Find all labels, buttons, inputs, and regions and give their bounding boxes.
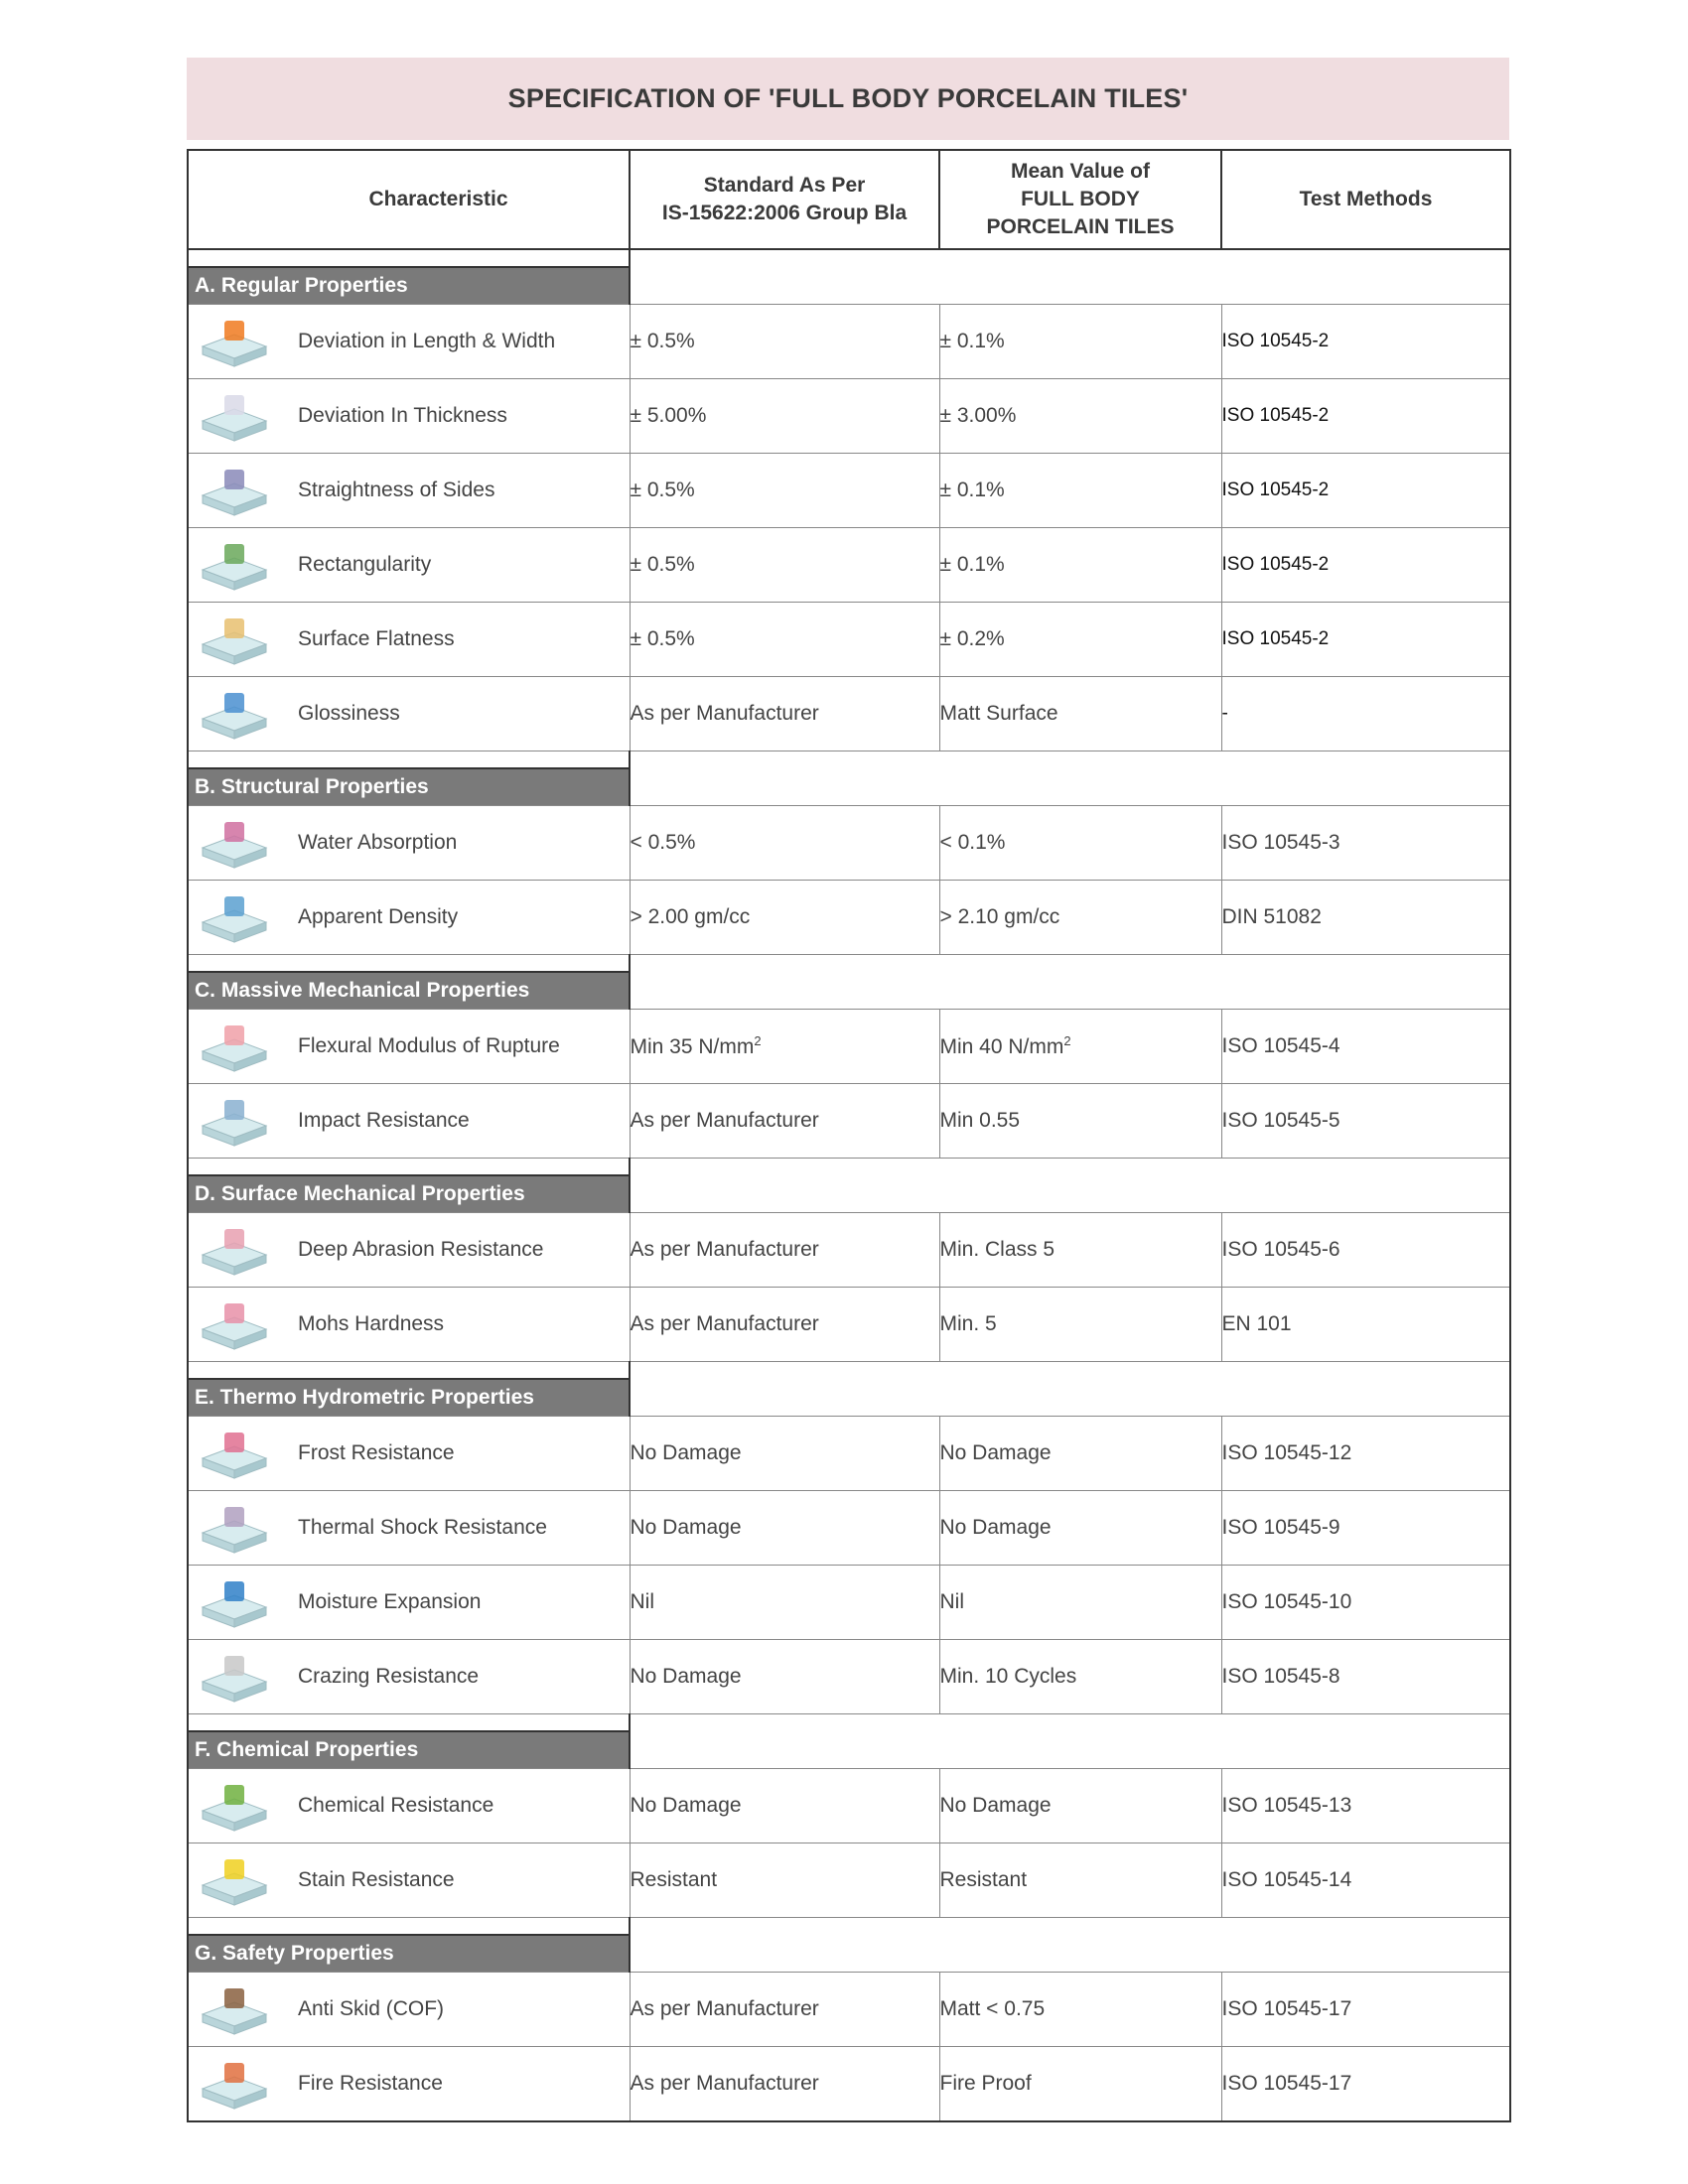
mean-value: No Damage	[939, 1794, 1052, 1817]
standard-value: As per Manufacturer	[630, 2072, 819, 2095]
section-row	[188, 1159, 1510, 1213]
characteristic-cell	[188, 1973, 630, 2047]
standard-cell	[630, 1843, 939, 1918]
tile-anti-skid-shoe-icon	[199, 1980, 270, 2038]
characteristic-cell	[188, 603, 630, 677]
mean-cell	[939, 1213, 1221, 1288]
characteristic-cell	[188, 1084, 630, 1159]
method-cell	[1221, 2047, 1510, 2122]
method-cell	[1221, 1084, 1510, 1159]
table-row	[188, 1640, 1510, 1714]
characteristic-cell	[188, 677, 630, 751]
header-characteristic: Characteristic	[188, 150, 630, 249]
section-label: D. Surface Mechanical Properties	[189, 1174, 631, 1212]
header-mean-value	[939, 150, 1221, 249]
tile-water-absorption-icon	[199, 814, 270, 872]
mean-value: ± 0.2%	[939, 627, 1005, 650]
mean-value: No Damage	[939, 1516, 1052, 1539]
tile-rectangularity-icon	[199, 536, 270, 594]
mean-cell	[939, 1769, 1221, 1843]
standard-value: As per Manufacturer	[630, 1238, 819, 1261]
test-method: ISO 10545-17	[1221, 1997, 1352, 2020]
standard-cell	[630, 881, 939, 955]
superscript: 2	[1063, 1033, 1071, 1048]
standard-value: < 0.5%	[630, 831, 696, 854]
characteristic-name: Deviation in Length & Width	[298, 330, 556, 352]
mean-cell	[939, 454, 1221, 528]
table-row	[188, 881, 1510, 955]
test-method: DIN 51082	[1221, 905, 1322, 928]
standard-cell	[630, 1973, 939, 2047]
mean-cell	[939, 1288, 1221, 1362]
characteristic-name: Mohs Hardness	[298, 1312, 445, 1335]
mean-value: Min. 10 Cycles	[939, 1665, 1077, 1688]
tile-moisture-icon	[199, 1573, 270, 1631]
mean-cell	[939, 677, 1221, 751]
standard-value: Nil	[630, 1590, 654, 1613]
table-row	[188, 603, 1510, 677]
standard-cell	[630, 305, 939, 379]
table-row	[188, 2047, 1510, 2122]
method-cell	[1221, 603, 1510, 677]
characteristic-name: Anti Skid (COF)	[298, 1997, 445, 2020]
standard-value: ± 0.5%	[630, 627, 695, 650]
characteristic-cell	[188, 1769, 630, 1843]
mean-cell	[939, 528, 1221, 603]
mean-value: ± 0.1%	[939, 330, 1005, 352]
standard-value: No Damage	[630, 1441, 742, 1464]
test-method: -	[1221, 703, 1228, 724]
mean-value: Matt < 0.75	[939, 1997, 1046, 2020]
characteristic-cell	[188, 1288, 630, 1362]
characteristic-name: Flexural Modulus of Rupture	[298, 1034, 560, 1057]
table-row	[188, 1566, 1510, 1640]
standard-cell	[630, 2047, 939, 2122]
section-row	[188, 1918, 1510, 1973]
section-label: G. Safety Properties	[189, 1934, 631, 1972]
standard-cell	[630, 1084, 939, 1159]
mean-value: < 0.1%	[939, 831, 1006, 854]
table-row	[188, 1213, 1510, 1288]
characteristic-name: Impact Resistance	[298, 1109, 470, 1132]
test-method: ISO 10545-10	[1221, 1590, 1352, 1613]
tile-straight-sides-icon	[199, 462, 270, 519]
test-method: ISO 10545-8	[1221, 1665, 1340, 1688]
tile-stain-icon	[199, 1851, 270, 1909]
table-row	[188, 1010, 1510, 1084]
section-row	[188, 955, 1510, 1010]
tile-impact-icon	[199, 1092, 270, 1150]
table-row	[188, 677, 1510, 751]
standard-cell	[630, 1213, 939, 1288]
mean-cell	[939, 1566, 1221, 1640]
standard-value: ± 0.5%	[630, 478, 695, 501]
tile-thickness-icon	[199, 387, 270, 445]
characteristic-cell	[188, 881, 630, 955]
characteristic-cell	[188, 379, 630, 454]
standard-value: No Damage	[630, 1516, 742, 1539]
header-mean-line3: PORCELAIN TILES	[986, 215, 1175, 238]
table-row	[188, 1843, 1510, 1918]
characteristic-cell	[188, 1010, 630, 1084]
characteristic-name: Glossiness	[298, 702, 400, 725]
header-standard	[630, 150, 939, 249]
characteristic-cell	[188, 2047, 630, 2122]
method-cell	[1221, 1843, 1510, 1918]
section-label: F. Chemical Properties	[189, 1730, 631, 1768]
test-method: ISO 10545-9	[1221, 1516, 1340, 1539]
method-cell	[1221, 528, 1510, 603]
table-row	[188, 1973, 1510, 2047]
method-cell	[1221, 1213, 1510, 1288]
mean-value: ± 0.1%	[939, 553, 1005, 576]
mean-value: > 2.10 gm/cc	[939, 905, 1060, 928]
tile-mohs-icon	[199, 1296, 270, 1353]
test-method: ISO 10545-3	[1221, 831, 1340, 854]
tile-frost-icon	[199, 1425, 270, 1482]
tile-orange-square-icon	[199, 313, 270, 370]
method-cell	[1221, 1010, 1510, 1084]
mean-value: Fire Proof	[939, 2072, 1032, 2095]
title-banner	[187, 58, 1509, 140]
method-cell	[1221, 1566, 1510, 1640]
characteristic-cell	[188, 1566, 630, 1640]
header-mean-line1: Mean Value of	[1010, 160, 1151, 183]
test-method: ISO 10545-14	[1221, 1868, 1352, 1891]
method-cell	[1221, 454, 1510, 528]
header-test-methods: Test Methods	[1221, 150, 1510, 249]
mean-value: Min. 5	[939, 1312, 997, 1335]
method-cell	[1221, 1417, 1510, 1491]
standard-value: As per Manufacturer	[630, 702, 819, 725]
superscript: 2	[754, 1033, 762, 1048]
section-label: B. Structural Properties	[189, 767, 631, 805]
table-row	[188, 1417, 1510, 1491]
standard-cell	[630, 454, 939, 528]
table-row	[188, 454, 1510, 528]
standard-cell	[630, 1491, 939, 1566]
standard-value: As per Manufacturer	[630, 1109, 819, 1132]
header-standard-line1: Standard As Per	[703, 174, 866, 197]
standard-value: ± 0.5%	[630, 330, 695, 352]
page-title: SPECIFICATION OF 'FULL BODY PORCELAIN TILES'	[507, 83, 1189, 113]
method-cell	[1221, 677, 1510, 751]
mean-cell	[939, 806, 1221, 881]
mean-value: No Damage	[939, 1441, 1052, 1464]
standard-value: As per Manufacturer	[630, 1312, 819, 1335]
standard-value: Min 35 N/mm	[630, 1035, 755, 1058]
characteristic-cell	[188, 1417, 630, 1491]
table-row	[188, 528, 1510, 603]
characteristic-name: Thermal Shock Resistance	[298, 1516, 547, 1539]
test-method: ISO 10545-2	[1221, 628, 1330, 649]
characteristic-cell	[188, 1843, 630, 1918]
test-method: ISO 10545-2	[1221, 331, 1330, 351]
mean-value: Min 40 N/mm	[939, 1035, 1064, 1058]
mean-cell	[939, 379, 1221, 454]
table-header-row	[188, 150, 1510, 249]
standard-value: No Damage	[630, 1665, 742, 1688]
characteristic-cell	[188, 1213, 630, 1288]
tile-star-gloss-icon	[199, 685, 270, 743]
tile-chemical-flask-icon	[199, 1777, 270, 1835]
characteristic-name: Straightness of Sides	[298, 478, 495, 501]
tile-fire-icon	[199, 2055, 270, 2113]
method-cell	[1221, 1640, 1510, 1714]
mean-cell	[939, 1010, 1221, 1084]
standard-cell	[630, 677, 939, 751]
test-method: ISO 10545-2	[1221, 479, 1330, 500]
characteristic-name: Deep Abrasion Resistance	[298, 1238, 544, 1261]
characteristic-name: Moisture Expansion	[298, 1590, 482, 1613]
test-method: ISO 10545-2	[1221, 405, 1330, 426]
section-label: C. Massive Mechanical Properties	[189, 971, 631, 1009]
mean-cell	[939, 603, 1221, 677]
method-cell	[1221, 806, 1510, 881]
characteristic-cell	[188, 454, 630, 528]
standard-value: ± 0.5%	[630, 553, 695, 576]
test-method: ISO 10545-12	[1221, 1441, 1352, 1464]
standard-cell	[630, 1288, 939, 1362]
characteristic-cell	[188, 806, 630, 881]
test-method: ISO 10545-17	[1221, 2072, 1352, 2095]
mean-cell	[939, 1973, 1221, 2047]
mean-cell	[939, 1843, 1221, 1918]
section-label: A. Regular Properties	[189, 266, 631, 304]
method-cell	[1221, 1491, 1510, 1566]
characteristic-cell	[188, 305, 630, 379]
characteristic-name: Deviation In Thickness	[298, 404, 507, 427]
mean-cell	[939, 1084, 1221, 1159]
characteristic-name: Crazing Resistance	[298, 1665, 480, 1688]
header-standard-line2: IS-15622:2006 Group Bla	[661, 202, 908, 224]
standard-cell	[630, 379, 939, 454]
section-row	[188, 1714, 1510, 1769]
test-method: EN 101	[1221, 1312, 1292, 1335]
characteristic-name: Apparent Density	[298, 905, 459, 928]
characteristic-cell	[188, 528, 630, 603]
table-row	[188, 1084, 1510, 1159]
mean-cell	[939, 881, 1221, 955]
standard-cell	[630, 806, 939, 881]
tile-flatness-icon	[199, 611, 270, 668]
characteristic-cell	[188, 1491, 630, 1566]
method-cell	[1221, 1288, 1510, 1362]
standard-cell	[630, 1417, 939, 1491]
standard-value: Resistant	[630, 1868, 718, 1891]
method-cell	[1221, 1769, 1510, 1843]
tile-abrasion-icon	[199, 1221, 270, 1279]
characteristic-cell	[188, 1640, 630, 1714]
characteristic-name: Rectangularity	[298, 553, 432, 576]
standard-cell	[630, 603, 939, 677]
mean-cell	[939, 1491, 1221, 1566]
standard-value: As per Manufacturer	[630, 1997, 819, 2020]
tile-density-icon	[199, 888, 270, 946]
mean-cell	[939, 2047, 1221, 2122]
characteristic-name: Surface Flatness	[298, 627, 455, 650]
mean-value: ± 0.1%	[939, 478, 1005, 501]
section-row	[188, 751, 1510, 806]
test-method: ISO 10545-6	[1221, 1238, 1340, 1261]
section-row	[188, 249, 1510, 305]
mean-value: Matt Surface	[939, 702, 1058, 725]
standard-value: No Damage	[630, 1794, 742, 1817]
table-row	[188, 1491, 1510, 1566]
standard-cell	[630, 1769, 939, 1843]
characteristic-name: Chemical Resistance	[298, 1794, 494, 1817]
mean-value: Min 0.55	[939, 1109, 1021, 1132]
standard-cell	[630, 1566, 939, 1640]
standard-cell	[630, 1640, 939, 1714]
mean-value: Resistant	[939, 1868, 1028, 1891]
test-method: ISO 10545-5	[1221, 1109, 1340, 1132]
standard-cell	[630, 528, 939, 603]
method-cell	[1221, 881, 1510, 955]
test-method: ISO 10545-2	[1221, 554, 1330, 575]
characteristic-name: Frost Resistance	[298, 1441, 455, 1464]
method-cell	[1221, 379, 1510, 454]
method-cell	[1221, 305, 1510, 379]
section-row	[188, 1362, 1510, 1417]
mean-value: Min. Class 5	[939, 1238, 1055, 1261]
standard-cell	[630, 1010, 939, 1084]
characteristic-name: Stain Resistance	[298, 1868, 455, 1891]
table-row	[188, 806, 1510, 881]
tile-thermal-shock-icon	[199, 1499, 270, 1557]
section-label: E. Thermo Hydrometric Properties	[189, 1378, 631, 1416]
table-row	[188, 1288, 1510, 1362]
mean-cell	[939, 1640, 1221, 1714]
test-method: ISO 10545-4	[1221, 1034, 1340, 1057]
tile-crazing-icon	[199, 1648, 270, 1706]
table-row	[188, 379, 1510, 454]
tile-flexural-icon	[199, 1018, 270, 1075]
characteristic-name: Fire Resistance	[298, 2072, 443, 2095]
characteristic-name: Water Absorption	[298, 831, 458, 854]
method-cell	[1221, 1973, 1510, 2047]
standard-value: ± 5.00%	[630, 404, 707, 427]
specification-table	[187, 149, 1511, 2122]
mean-cell	[939, 1417, 1221, 1491]
standard-value: > 2.00 gm/cc	[630, 905, 751, 928]
mean-value: Nil	[939, 1590, 964, 1613]
mean-value: ± 3.00%	[939, 404, 1017, 427]
table-row	[188, 305, 1510, 379]
table-row	[188, 1769, 1510, 1843]
test-method: ISO 10545-13	[1221, 1794, 1352, 1817]
header-mean-line2: FULL BODY	[1021, 188, 1140, 210]
mean-cell	[939, 305, 1221, 379]
